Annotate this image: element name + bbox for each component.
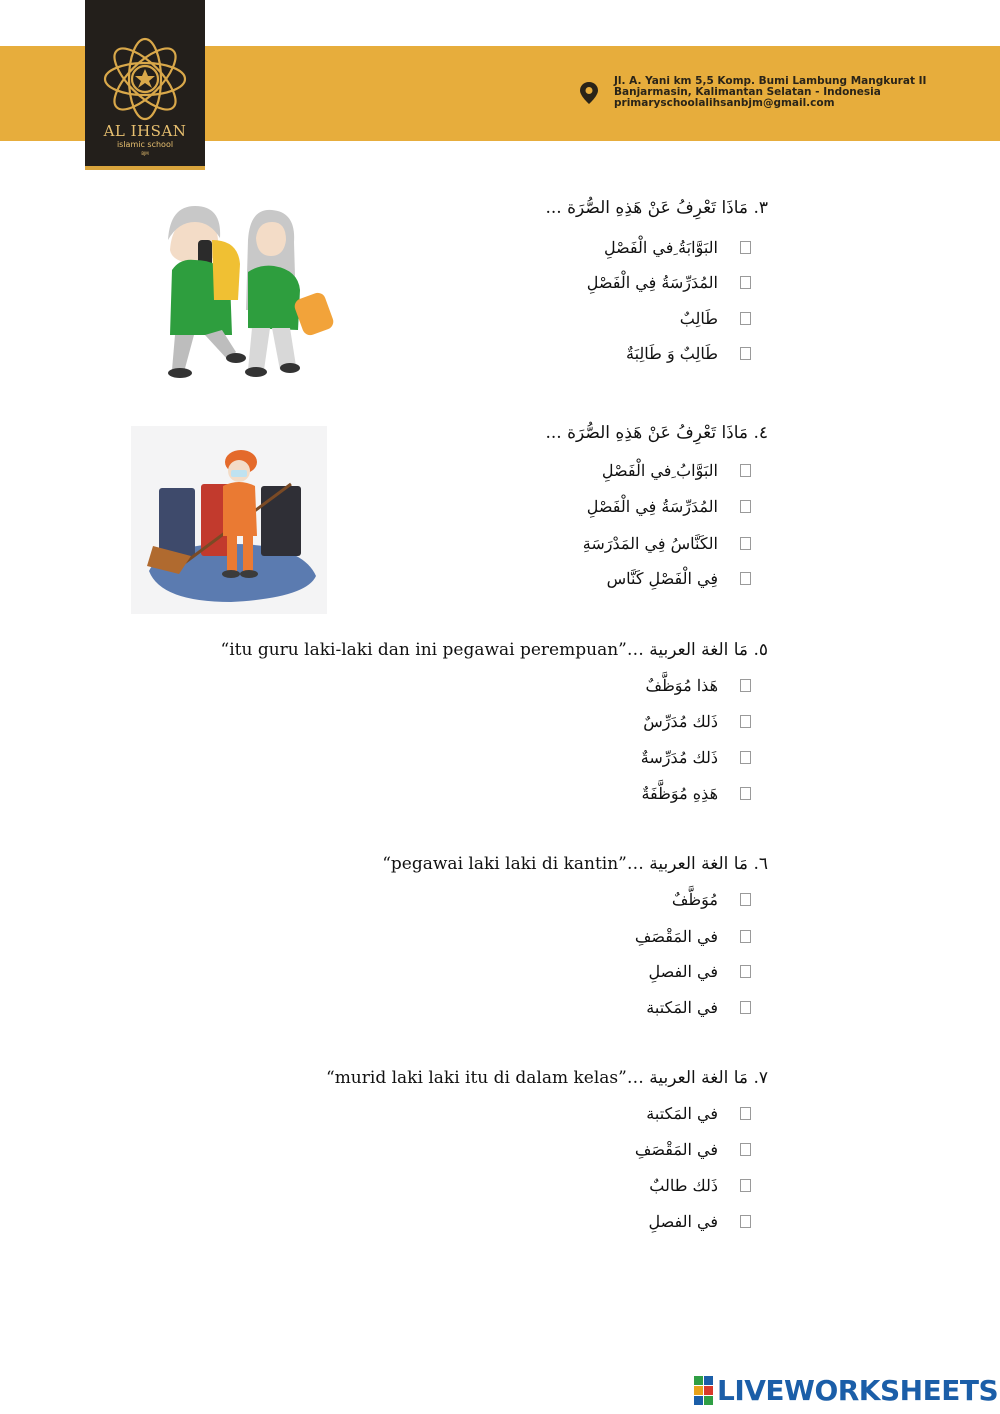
option-checkbox[interactable] [740,500,751,513]
question-number: ٥. [753,640,768,660]
option-label: المُدَرِّسَةُ فِي الْفَصْلِ [586,497,718,516]
option-row[interactable] [672,890,751,909]
option-row[interactable] [583,534,751,553]
liveworksheets-brand[interactable] [694,1374,998,1407]
option-checkbox[interactable] [740,1107,751,1120]
option-label: طَالِبٌ وَ طَالِبَةٌ [626,344,718,363]
option-row[interactable] [626,344,751,363]
option-label: في المَقْصَفِ [634,927,718,946]
option-checkbox[interactable] [740,347,751,360]
question-number: ٤. [753,423,768,443]
option-checkbox[interactable] [740,1143,751,1156]
option-row[interactable] [602,461,751,480]
option-label: طَالِبٌ [679,309,718,328]
question-5 [221,640,768,660]
option-row[interactable] [587,497,751,516]
option-row[interactable] [641,784,751,803]
location-pin-icon [580,82,598,104]
option-row[interactable] [587,273,751,292]
option-row[interactable] [646,998,751,1017]
option-row[interactable] [649,962,751,981]
option-label: هَذا مُوَظَّفٌ [645,676,718,695]
school-tag: BJM [141,151,149,156]
school-subtitle: islamic school [116,140,174,149]
option-checkbox[interactable] [740,679,751,692]
option-label: ذَلك طالبٌ [649,1176,718,1195]
option-checkbox[interactable] [740,537,751,550]
option-checkbox[interactable] [740,276,751,289]
option-label: الكَنَّاسُ فِي المَدْرَسَةِ [582,534,718,553]
option-row[interactable] [643,712,751,731]
question-prompt: مَاذَا تَعْرِفُ عَنْ هَذِهِ الصُّرَة ... [545,423,749,443]
school-address [614,76,926,109]
question-prompt: مَاذَا تَعْرِفُ عَنْ هَذِهِ الصُّرَة ... [545,198,749,218]
liveworksheets-wordmark: LIVEWORKSHEETS [717,1374,999,1407]
question-latin-text: “itu guru laki-laki dan ini pegawai perempuan”… [220,640,644,660]
option-label: في الفصلِ [648,1212,718,1231]
option-checkbox[interactable] [740,715,751,728]
option-row[interactable] [604,238,751,257]
question-prompt: مَا الغة العربية [649,640,749,660]
option-checkbox[interactable] [740,241,751,254]
question-6 [382,854,768,874]
option-label: المُدَرِّسَةُ فِي الْفَصْلِ [586,273,718,292]
option-row[interactable] [635,927,751,946]
question-prompt: مَا الغة العربية [649,1068,749,1088]
question-number: ٣. [753,198,768,218]
option-label: البَوَّابُ ِفي الْفَصْلِ [601,461,718,480]
option-label: في المَكتبة [646,998,718,1017]
option-checkbox[interactable] [740,1215,751,1228]
option-row[interactable] [607,569,751,588]
option-label: في المَكتبة [646,1104,718,1123]
option-label: البَوَّابَةُ ِفي الْفَصْلِ [603,238,718,257]
option-row[interactable] [646,676,752,695]
address-line: Banjarmasin, Kalimantan Selatan - Indonesia [614,86,881,98]
question-prompt: مَا الغة العربية [649,854,749,874]
option-checkbox[interactable] [740,930,751,943]
question-latin-text: “murid laki laki itu di dalam kelas”… [326,1068,644,1088]
option-label: فِي الْفَصْلِ كَنَّاس [606,569,718,588]
option-row[interactable] [646,1104,751,1123]
option-checkbox[interactable] [740,464,751,477]
option-row[interactable] [641,748,751,767]
students-illustration [150,200,340,385]
question-4 [545,423,768,443]
option-row[interactable] [649,1212,751,1231]
option-label: هَذِهِ مُوَظَّفَةٌ [641,784,718,803]
option-label: ذَلك مُدَرِّسٌ [643,712,718,731]
option-label: في المَقْصَفِ [634,1140,718,1159]
option-label: في الفصلِ [648,962,718,981]
option-checkbox[interactable] [740,965,751,978]
email-line: primaryschoolalihsanbjm@gmail.com [614,97,835,109]
option-checkbox[interactable] [740,572,751,585]
option-checkbox[interactable] [740,1001,751,1014]
option-checkbox[interactable] [740,751,751,764]
option-label: ذَلك مُدَرِّسةٌ [640,748,718,767]
school-logo [85,0,205,170]
mosaic-ornament-icon [95,36,195,122]
question-3 [545,198,768,218]
option-row[interactable] [649,1176,751,1195]
option-label: مُوَظَّفٌ [671,890,718,909]
school-name: AL IHSAN [103,122,187,140]
question-number: ٧. [753,1068,768,1088]
option-row[interactable] [635,1140,751,1159]
option-checkbox[interactable] [740,312,751,325]
address-line: Jl. A. Yani km 5,5 Komp. Bumi Lambung Mangkurat II [614,75,927,87]
option-row[interactable] [680,309,751,328]
option-checkbox[interactable] [740,893,751,906]
question-7 [326,1068,768,1088]
option-checkbox[interactable] [740,787,751,800]
sweeper-illustration [131,426,327,614]
question-latin-text: “pegawai laki laki di kantin”… [382,854,644,874]
liveworksheets-logo-icon [694,1376,713,1405]
option-checkbox[interactable] [740,1179,751,1192]
question-number: ٦. [753,854,768,874]
